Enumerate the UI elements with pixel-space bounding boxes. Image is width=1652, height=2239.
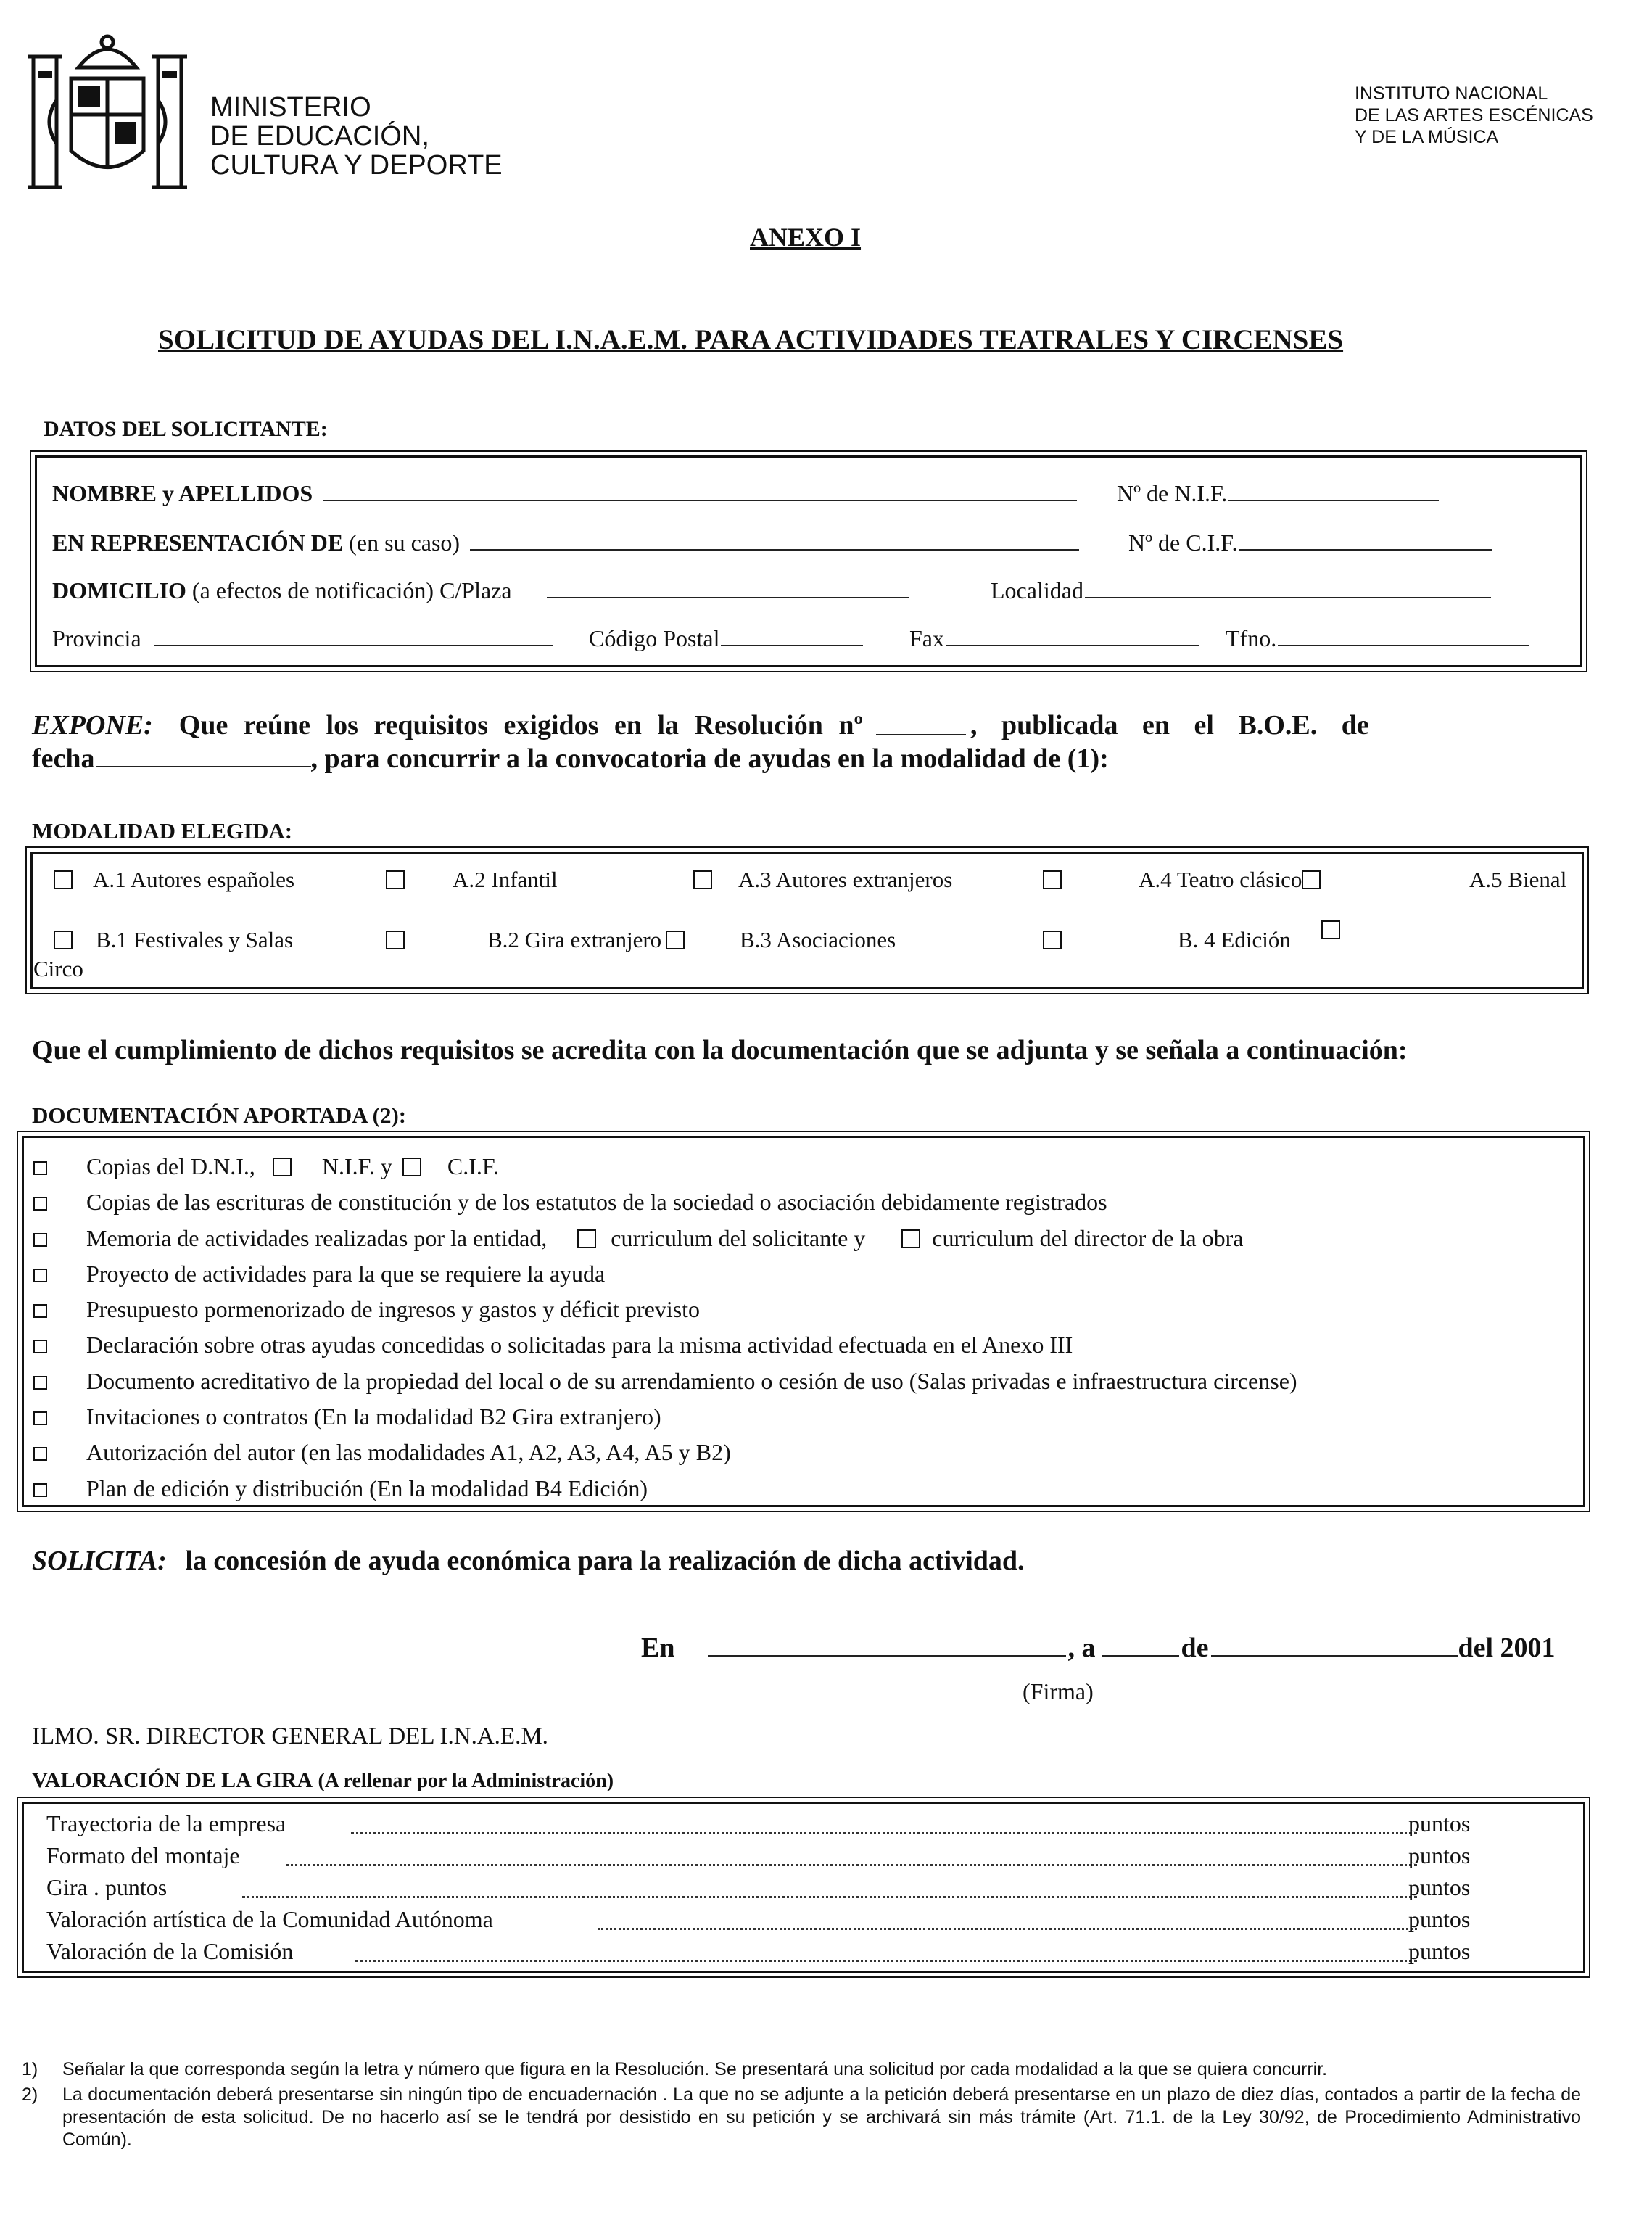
doc-label: Invitaciones o contratos (En la modalidad B2 Gira extranjero) [86, 1403, 661, 1430]
checkbox-circo[interactable] [1321, 917, 1340, 943]
valoracion-unit: puntos [1408, 1906, 1471, 1932]
fax-field[interactable] [946, 644, 1199, 646]
day-label: , a [1067, 1633, 1096, 1663]
province-label: Provincia [52, 625, 141, 651]
name-label: NOMBRE y APELLIDOS [52, 480, 313, 506]
dot-leader [355, 1960, 1417, 1962]
checkbox[interactable] [1302, 870, 1321, 889]
form-title: SOLICITUD DE AYUDAS DEL I.N.A.E.M. PARA ACTIVIDADES TEATRALES Y CIRCENSES [158, 324, 1344, 355]
dot-leader [351, 1832, 1417, 1834]
solicita-line [32, 1545, 1025, 1577]
year-label: del 2001 [1458, 1633, 1556, 1663]
valoracion-heading-rest: (A rellenar por la Administración) [318, 1770, 614, 1792]
modalidad-row-a [54, 867, 1577, 896]
nif-group [1117, 480, 1443, 507]
rep-label-note: (en su caso) [349, 529, 461, 556]
expone-lead: EXPONE: [32, 710, 153, 741]
option-b3[interactable] [487, 927, 685, 953]
footnote [22, 2058, 1581, 2081]
checkbox[interactable] [33, 1161, 47, 1175]
doc-item [33, 1221, 1297, 1256]
checkbox[interactable] [1321, 920, 1340, 939]
ministry-name [210, 93, 503, 180]
date-field[interactable] [96, 765, 311, 767]
checkbox[interactable] [33, 1376, 47, 1390]
ministry-line: CULTURA Y DEPORTE [210, 150, 503, 181]
expone-text-1: Que reúne los requisitos exigidos en la Resolución nº [178, 710, 864, 741]
solicita-lead: SOLICITA: [32, 1546, 167, 1576]
locality-field[interactable] [1085, 596, 1491, 598]
solicita-text: la concesión de ayuda económica para la realización de dicha actividad. [185, 1546, 1025, 1576]
footnote-text: Señalar la que corresponda según la letra y número que figura en la Resolución. Se presentará una solicitud por cada modalidad a la que se quiera concurrir. [62, 2059, 1328, 2079]
rep-field[interactable] [470, 548, 1079, 551]
locality-group [991, 577, 1495, 604]
option-label: B.1 Festivales y Salas [96, 927, 294, 952]
day-field[interactable] [1102, 1654, 1179, 1657]
ministry-line: DE EDUCACIÓN, [210, 121, 429, 152]
ministry-line: MINISTERIO [210, 92, 371, 123]
doc-item [33, 1435, 1297, 1470]
doc-label: Documento acreditativo de la propiedad del local o de su arrendamiento o cesión de uso (Salas privadas e infraestructura circense) [86, 1367, 1297, 1394]
doc-label: Declaración sobre otras ayudas concedidas o solicitadas para la misma actividad efectuada en el Anexo III [86, 1332, 1073, 1358]
province-field[interactable] [154, 644, 553, 646]
doc-item [33, 1292, 1297, 1327]
doc-item [33, 1471, 1297, 1506]
institute-line: Y DE LA MÚSICA [1355, 127, 1499, 147]
valoracion-row [46, 1810, 1519, 1842]
phone-field[interactable] [1278, 644, 1529, 646]
cif-field[interactable] [1239, 548, 1492, 551]
resolution-number-field[interactable] [876, 733, 966, 735]
doc-label: Memoria de actividades realizadas por la entidad, [86, 1224, 548, 1251]
expone-text-4: , para concurrir a la convocatoria de ayudas en la modalidad de (1): [310, 743, 1109, 774]
fax-group [909, 625, 1204, 652]
address-field[interactable] [547, 596, 909, 598]
valoracion-row [46, 1874, 1519, 1906]
checkbox[interactable] [33, 1483, 47, 1497]
doc-label: Copias del D.N.I., [86, 1153, 255, 1179]
institute-line: DE LAS ARTES ESCÉNICAS [1355, 105, 1593, 125]
valoracion-row [46, 1906, 1519, 1938]
checkbox[interactable] [54, 931, 73, 949]
valoracion-row [46, 1938, 1519, 1970]
institute-line: INSTITUTO NACIONAL [1355, 83, 1548, 104]
valoracion-row [46, 1842, 1519, 1874]
doc-label: curriculum del solicitante y [611, 1224, 866, 1251]
checkbox[interactable] [402, 1158, 421, 1176]
checkbox[interactable] [33, 1269, 47, 1282]
doc-item [33, 1364, 1297, 1399]
option-label: A.4 Teatro clásico [1139, 867, 1302, 892]
valoracion-unit: puntos [1408, 1842, 1471, 1868]
valoracion-heading [32, 1768, 614, 1793]
address-label-note: (a efectos de notificación) C/Plaza [191, 577, 512, 603]
month-field[interactable] [1211, 1654, 1458, 1657]
doc-label: Proyecto de actividades para la que se requiere la ayuda [86, 1260, 606, 1287]
applicant-row-2 [52, 529, 1083, 556]
footnotes [22, 2058, 1581, 2151]
signature-line [641, 1632, 1556, 1664]
checkbox[interactable] [33, 1340, 47, 1353]
label-b3: B.3 Asociaciones [740, 927, 896, 952]
label-b4: B. 4 Edición [1178, 927, 1291, 952]
postal-label: Código Postal [589, 625, 720, 651]
applicant-row-1 [52, 480, 1081, 507]
checkbox[interactable] [577, 1229, 596, 1248]
doc-label: Presupuesto pormenorizado de ingresos y gastos y déficit previsto [86, 1296, 701, 1323]
checkbox[interactable] [693, 870, 712, 889]
option-label: A.1 Autores españoles [93, 867, 295, 892]
phone-label: Tfno. [1226, 625, 1277, 651]
dot-leader [598, 1928, 1417, 1930]
phone-group [1226, 625, 1533, 652]
checkbox[interactable] [666, 931, 685, 949]
applicant-row-3 [52, 577, 914, 604]
valoracion-label: Trayectoria de la empresa [46, 1810, 286, 1836]
institute-name [1355, 83, 1593, 148]
applicant-row-4 [52, 625, 558, 652]
acredita-text: Que el cumplimiento de dichos requisitos se acredita con la documentación que se adjunta y se señala a continuación: [32, 1035, 1408, 1065]
doc-item [33, 1149, 1297, 1184]
modalidad-row-b [54, 927, 1577, 956]
doc-label: Autorización del autor (en las modalidades A1, A2, A3, A4, A5 y B2) [86, 1439, 731, 1466]
dot-leader [286, 1864, 1417, 1866]
option-b1[interactable] [54, 927, 293, 953]
documentacion-list [33, 1149, 1297, 1506]
valoracion-label: Valoración artística de la Comunidad Autónoma [46, 1906, 493, 1932]
cif-label: Nº de C.I.F. [1128, 529, 1238, 556]
checkbox-b4[interactable] [1043, 927, 1062, 953]
cif-group [1128, 529, 1497, 556]
doc-item [33, 1399, 1297, 1435]
documentacion-heading: DOCUMENTACIÓN APORTADA (2): [32, 1102, 407, 1128]
checkbox[interactable] [33, 1411, 47, 1425]
expone-line-2 [32, 743, 1109, 775]
option-a5[interactable] [1139, 867, 1321, 893]
valoracion-unit: puntos [1408, 1938, 1471, 1964]
doc-item [33, 1256, 1297, 1292]
expone-line-1 [32, 709, 1591, 741]
postal-group [589, 625, 867, 652]
name-field[interactable] [323, 499, 1077, 501]
checkbox[interactable] [386, 870, 405, 889]
checkbox[interactable] [33, 1233, 47, 1247]
checkbox-a2[interactable] [386, 867, 405, 893]
checkbox[interactable] [273, 1158, 292, 1176]
modalidad-heading: MODALIDAD ELEGIDA: [32, 818, 293, 844]
applicant-heading: DATOS DEL SOLICITANTE: [44, 417, 328, 441]
footnote [22, 2084, 1581, 2151]
valoracion-heading-bold: VALORACIÓN DE LA GIRA [32, 1768, 313, 1792]
checkbox[interactable] [1043, 870, 1062, 889]
firma-label: (Firma) [1023, 1678, 1094, 1704]
doc-label: Copias de las escrituras de constitución y de los estatutos de la sociedad o asociación debidamente registrados [86, 1189, 1107, 1216]
place-field[interactable] [708, 1654, 1066, 1657]
valoracion-unit: puntos [1408, 1874, 1471, 1900]
expone-text-2: , publicada en el B.O.E. de [970, 710, 1369, 741]
label-a2: A.2 Infantil [453, 867, 558, 892]
fax-label: Fax [909, 625, 944, 651]
doc-label: Plan de edición y distribución (En la modalidad B4 Edición) [86, 1475, 648, 1501]
option-label: B.2 Gira extranjero [487, 927, 662, 952]
checkbox[interactable] [386, 931, 405, 949]
expone-text-3: fecha [32, 743, 95, 774]
label-a5: A.5 Bienal [1469, 867, 1567, 892]
footnote-number: 1) [22, 2059, 38, 2079]
footnote-number: 2) [22, 2085, 38, 2105]
label-circo: Circo [33, 956, 83, 981]
checkbox[interactable] [1043, 931, 1062, 949]
valoracion-label: Valoración de la Comisión [46, 1938, 294, 1964]
valoracion-label: Formato del montaje [46, 1842, 240, 1868]
doc-item [33, 1184, 1297, 1220]
address-label: DOMICILIO [52, 577, 186, 603]
doc-label: N.I.F. y [321, 1153, 392, 1179]
coat-of-arms-icon [28, 28, 187, 209]
checkbox[interactable] [901, 1229, 920, 1248]
checkbox[interactable] [33, 1304, 47, 1318]
option-a3[interactable] [693, 867, 952, 893]
footnote-text: La documentación deberá presentarse sin ningún tipo de encuadernación . La que no se adjunte a la petición deberá presentarse en un plazo de diez días, contados a partir de la fecha de presentación de esta solicitud. De no hacerlo así se le tendrá por desistido en su petición y se archivará sin más trámite (Art. 71.1. de la Ley 30/92, de Procedimiento Administrativo Común). [62, 2085, 1581, 2150]
valoracion-unit: puntos [1408, 1810, 1471, 1836]
valoracion-label: Gira . puntos [46, 1874, 168, 1900]
doc-label: curriculum del director de la obra [932, 1224, 1244, 1251]
doc-item [33, 1327, 1297, 1363]
dot-leader [242, 1896, 1417, 1898]
checkbox[interactable] [33, 1197, 47, 1211]
place-label: En [641, 1633, 675, 1663]
addressee: ILMO. SR. DIRECTOR GENERAL DEL I.N.A.E.M. [32, 1723, 548, 1749]
option-a1[interactable] [54, 867, 294, 893]
annex-title: ANEXO I [750, 223, 862, 252]
option-label: A.3 Autores extranjeros [738, 867, 953, 892]
doc-label: C.I.F. [447, 1153, 500, 1179]
locality-label: Localidad [991, 577, 1083, 603]
month-label: de [1181, 1633, 1209, 1663]
nif-label: Nº de N.I.F. [1117, 480, 1228, 506]
checkbox[interactable] [33, 1447, 47, 1461]
checkbox-a4[interactable] [1043, 867, 1062, 893]
rep-label: EN REPRESENTACIÓN DE [52, 529, 344, 556]
nif-field[interactable] [1228, 499, 1439, 501]
checkbox[interactable] [54, 870, 73, 889]
checkbox-b2[interactable] [386, 927, 405, 953]
postal-field[interactable] [721, 644, 863, 646]
